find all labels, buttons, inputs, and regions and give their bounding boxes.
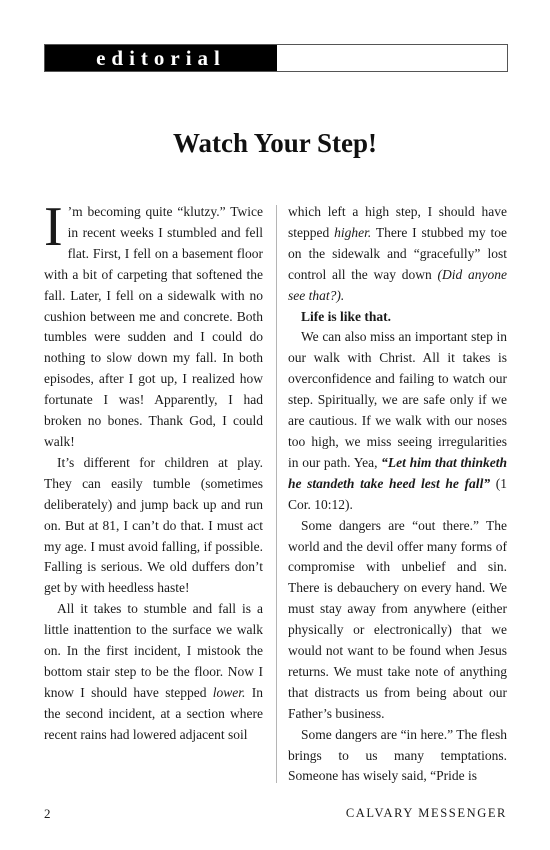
paragraph-text: All it takes to stumble and fall is a little inattention to the surface we walk on. In the first incident, I mistook the bottom stair step to be the floor. Now I know I should have stepped [44,601,263,700]
paragraph [288,202,507,307]
paragraph: Some dangers are “out there.” The world and the devil offer many forms of compromise with unbelief and sin. There is debauchery on every hand. We must stay away from anywhere (either physically or electronically) that we would not want to be found when Jesus returns. We must take note of anything that distracts us from being about our Father’s business. [288,517,507,721]
publication-name: CALVARY MESSENGER [345,806,507,820]
paragraph: Some dangers are “in here.” The flesh brings to us many temptations. Someone has wisely said, “Pride is [288,726,507,784]
paragraph: It’s different for children at play. They can easily tumble (sometimes deliberately) and jump back up and run on. But at 81, I can’t do that. I must act my age. I must avoid falling, if possible. Falling is serious. We old duffers don’t get by with heedless haste! [44,454,263,596]
article-column-left [44,196,263,746]
paragraph-text: We can also miss an important step in our walk with Christ. All it takes is overconfidence and failing to watch our step. Spiritually, we are safe only if we are cautious. If we walk with our noses too high, we miss seeing irregularities in our path. Yea, [288,329,507,470]
paragraph-text: which left a high step, I should have stepped [288,204,507,240]
paragraph-text: There I stubbed my toe on the sidewalk and “gracefully” lost control all the way down [288,224,507,282]
column-divider [276,205,277,783]
emphasis-text: (Did anyone see that?). [288,266,508,303]
section-label: editorial [45,45,277,71]
article-title: Watch Your Step! [172,128,378,158]
scripture-reference: (1 Cor. 10:12). [288,475,508,512]
paragraph-text: ’m becoming quite “klutzy.” Twice in recent weeks I stumbled and fell flat. First, I fell on a basement floor with a bit of carpeting that softened the fall. Later, I fell on a sidewalk with no cushion between me and concrete. Both tumbles were sudden and I could do nothing to slow down my fall. In both episodes, after I got up, I realized how fortunate I was! Apparently, I had broken no bones. Thank God, I could walk! [44,204,263,449]
page-number: 2 [44,806,51,821]
paragraph [288,327,507,515]
paragraph: Life is like that. [301,308,391,324]
emphasis-text: higher. [334,224,372,240]
article-column-right [288,202,507,787]
section-header [44,44,508,72]
emphasis-text: lower. [212,684,246,700]
paragraph [44,599,263,745]
drop-cap: I [44,196,63,258]
scripture-quote: “Let him that thinketh he standeth take heed lest he fall” [288,454,507,491]
paragraph [44,196,263,453]
paragraph-text: In the second incident, at a section where recent rains had lowered adjacent soil [44,684,263,742]
